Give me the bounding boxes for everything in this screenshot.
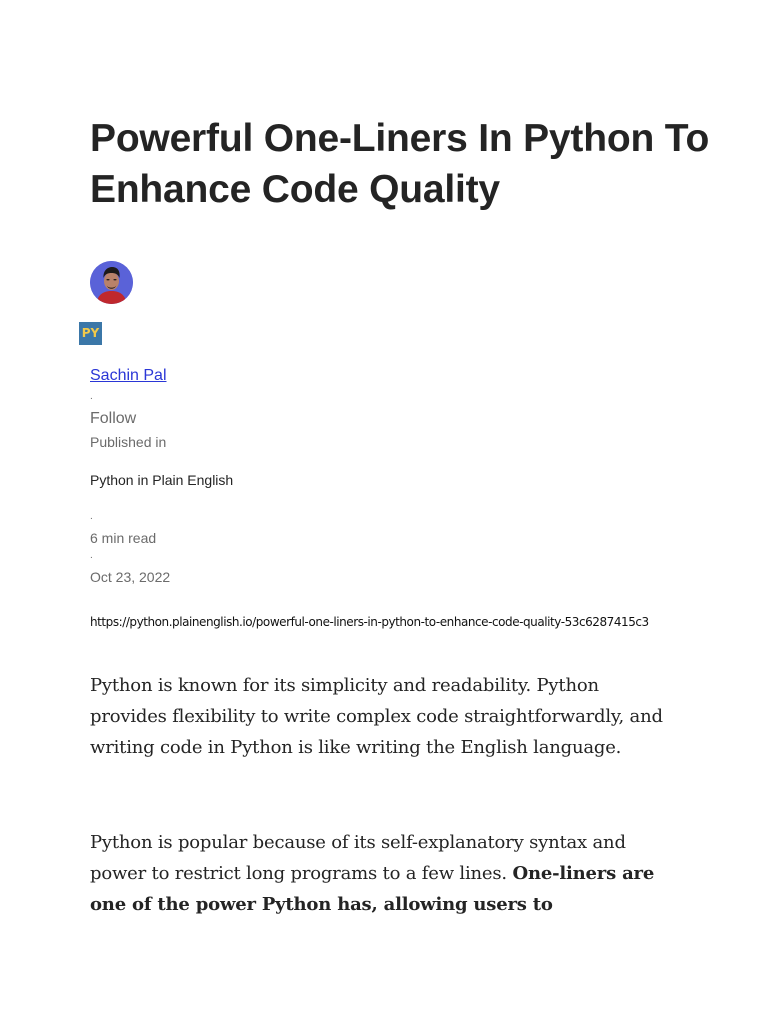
publication-logo-icon[interactable]: PY: [79, 322, 102, 345]
separator-dot: .: [90, 511, 93, 522]
paragraph-intro: Python is known for its simplicity and readability. Python provides flexibility to write complex code straightforwardly, and writing code in Python is like writing the English language.: [90, 675, 663, 758]
separator-dot: .: [90, 550, 93, 561]
published-in-label: Published in: [90, 434, 167, 450]
author-name-link[interactable]: Sachin Pal: [90, 367, 167, 384]
avatar-portrait-icon: [90, 261, 133, 304]
publication-name-link[interactable]: Python in Plain English: [90, 472, 234, 488]
paragraph-bold-text: One-liners are one of the power Python has, allowing users to: [90, 863, 655, 915]
paragraph-one-liners: [90, 827, 680, 920]
article-url: https://python.plainenglish.io/powerful-one-liners-in-python-to-enhance-code-quality-53c6287415c3: [90, 615, 649, 629]
paragraph-text: Python is popular because of its self-explanatory syntax and power to restrict long programs to a few lines.: [90, 832, 626, 884]
publish-date: Oct 23, 2022: [90, 569, 171, 585]
article-title: Powerful One-Liners In Python To Enhance Code Quality: [90, 117, 710, 211]
separator-dot: .: [90, 391, 93, 402]
read-time: 6 min read: [90, 530, 157, 546]
author-avatar[interactable]: [90, 261, 133, 304]
follow-button[interactable]: Follow: [90, 410, 137, 427]
